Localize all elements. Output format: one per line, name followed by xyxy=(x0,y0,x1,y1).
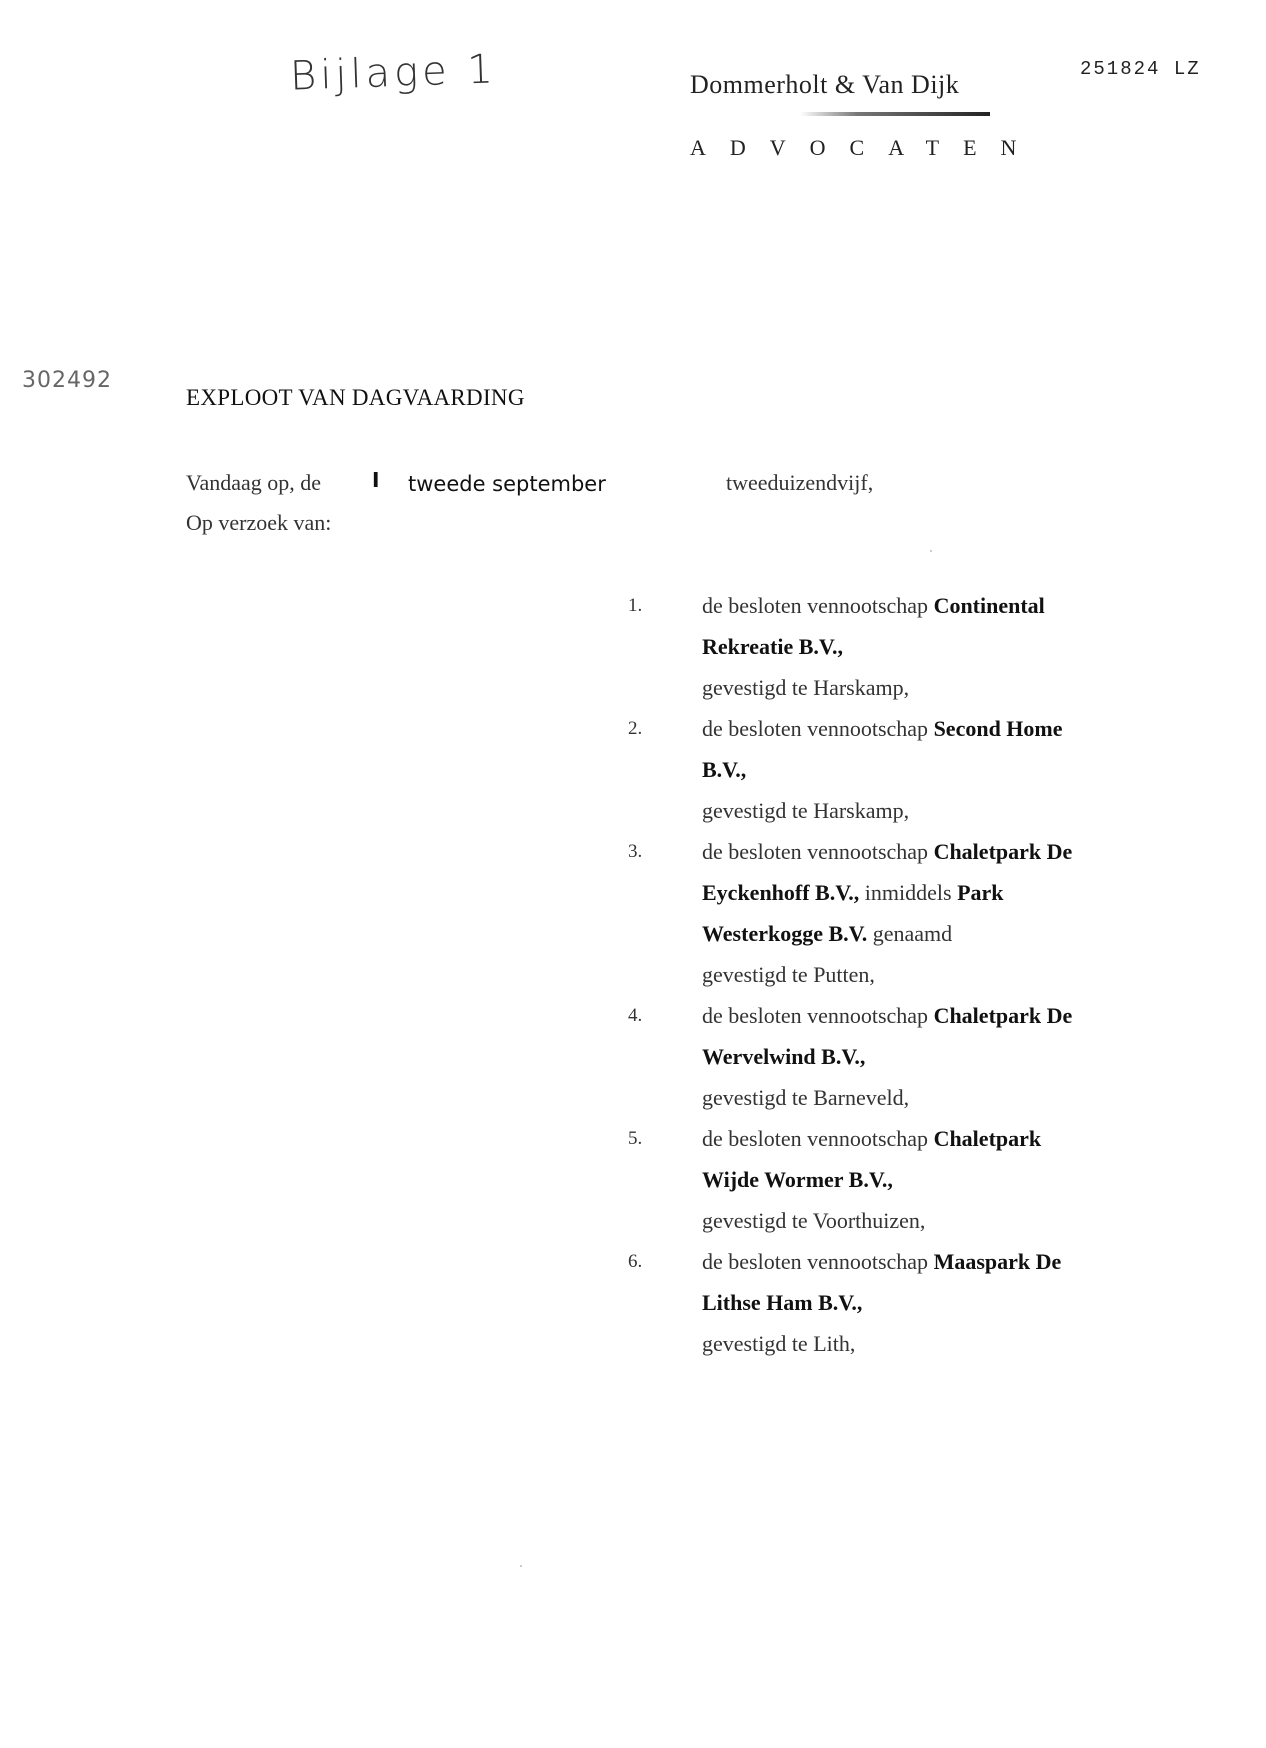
party-company-name: Chaletpark De xyxy=(933,1003,1073,1028)
party-number: 3. xyxy=(628,841,643,862)
party-line xyxy=(702,1126,1041,1152)
party-line xyxy=(702,1208,925,1234)
party-line xyxy=(702,921,952,947)
scan-speck xyxy=(520,1565,522,1567)
party-text: gevestigd te Harskamp, xyxy=(702,798,910,823)
document-title: EXPLOOT VAN DAGVAARDING xyxy=(186,385,525,410)
party-line xyxy=(702,880,1004,906)
party-company-name: Continental xyxy=(933,593,1045,618)
request-label: Op verzoek van: xyxy=(186,510,332,535)
party-text: gevestigd te Barneveld, xyxy=(702,1085,910,1110)
party-line xyxy=(702,1003,1072,1029)
party-company-name: Chaletpark xyxy=(933,1126,1042,1151)
party-text: gevestigd te Lith, xyxy=(702,1331,856,1356)
scan-speck xyxy=(930,550,932,552)
party-company-name: B.V., xyxy=(702,757,747,782)
party-line xyxy=(702,1167,893,1193)
date-day: tweede september xyxy=(408,472,606,496)
party-text: de besloten vennootschap xyxy=(702,593,934,618)
party-company-name: Lithse Ham B.V., xyxy=(702,1290,863,1315)
party-text: de besloten vennootschap xyxy=(702,839,934,864)
letterhead-rule xyxy=(800,112,990,116)
party-company-name: Eyckenhoff B.V., xyxy=(702,880,860,905)
handwritten-note: Bijlage 1 xyxy=(289,46,498,100)
party-text: de besloten vennootschap xyxy=(702,1249,934,1274)
party-number: 1. xyxy=(628,595,643,616)
party-text: de besloten vennootschap xyxy=(702,1003,934,1028)
party-company-name: Rekreatie B.V., xyxy=(702,634,843,659)
party-line xyxy=(702,634,843,660)
party-line xyxy=(702,593,1045,619)
date-mark: I xyxy=(372,468,380,492)
party-line xyxy=(702,1044,865,1070)
firm-subtitle: ADVOCATEN xyxy=(690,135,1041,160)
party-text: gevestigd te Harskamp, xyxy=(702,675,910,700)
party-number: 4. xyxy=(628,1005,643,1026)
party-number: 2. xyxy=(628,718,643,739)
firm-name: Dommerholt & Van Dijk xyxy=(690,70,960,99)
party-line xyxy=(702,675,909,701)
party-company-name: Chaletpark De xyxy=(933,839,1073,864)
party-company-name: Maaspark De xyxy=(933,1249,1062,1274)
party-company-name: Wijde Wormer B.V., xyxy=(702,1167,893,1192)
party-line xyxy=(702,1249,1061,1275)
party-line xyxy=(702,839,1072,865)
date-label: Vandaag op, de xyxy=(186,470,322,495)
party-text: inmiddels xyxy=(859,880,958,905)
party-line xyxy=(702,1290,862,1316)
date-year: tweeduizendvijf, xyxy=(726,470,874,495)
party-company-name: Wervelwind B.V., xyxy=(702,1044,866,1069)
party-number: 6. xyxy=(628,1251,643,1272)
document-reference: 251824 LZ xyxy=(1080,58,1201,80)
party-company-name: Second Home xyxy=(933,716,1063,741)
party-text: genaamd xyxy=(867,921,953,946)
party-line xyxy=(702,757,746,783)
party-text: gevestigd te Putten, xyxy=(702,962,875,987)
party-text: gevestigd te Voorthuizen, xyxy=(702,1208,926,1233)
party-line xyxy=(702,962,875,988)
party-line xyxy=(702,716,1063,742)
party-text: de besloten vennootschap xyxy=(702,716,934,741)
date-line xyxy=(186,470,1086,500)
party-line xyxy=(702,1085,909,1111)
handwritten-number: 302492 xyxy=(22,368,112,393)
party-number: 5. xyxy=(628,1128,643,1149)
firm-letterhead xyxy=(690,70,1041,160)
party-line xyxy=(702,1331,855,1357)
party-company-name: Park xyxy=(957,880,1004,905)
party-text: de besloten vennootschap xyxy=(702,1126,934,1151)
party-company-name: Westerkogge B.V. xyxy=(702,921,868,946)
party-line xyxy=(702,798,909,824)
